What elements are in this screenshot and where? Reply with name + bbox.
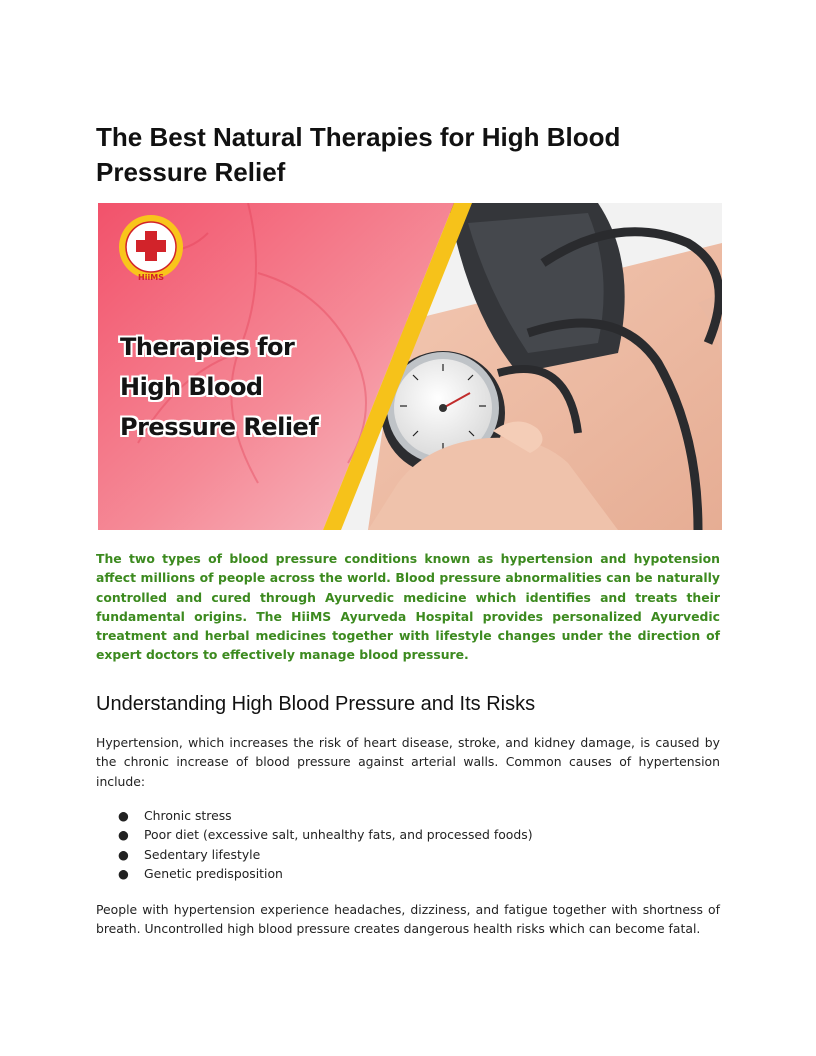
hero-line-3: Pressure Relief [120, 413, 319, 441]
cause-label: Genetic predisposition [144, 865, 283, 881]
cause-label: Poor diet (excessive salt, unhealthy fats, and processed foods) [144, 827, 533, 843]
list-item: ● Sedentary lifestyle [118, 846, 261, 862]
cause-label: Sedentary lifestyle [144, 846, 261, 862]
hero-image [98, 203, 722, 530]
section-paragraph-2: People with hypertension experience headaches, dizziness, and fatigue together with shortness of breath. Uncontrolled high blood pressure creates dangerous health risks which can become fatal. [96, 902, 720, 937]
hero-line-1: Therapies for [120, 333, 295, 361]
list-item: ● Poor diet (excessive salt, unhealthy fats, and processed foods) [118, 827, 533, 843]
section-heading: Understanding High Blood Pressure and Its Risks [96, 693, 536, 715]
hero-line-2: High Blood [120, 373, 263, 401]
cause-label: Chronic stress [144, 808, 232, 823]
list-item: ● Genetic predisposition [118, 865, 283, 881]
hero-overlay-text [120, 327, 318, 447]
intro-paragraph: The two types of blood pressure conditions known as hypertension and hypotension affect millions of people across the world. Blood pressure abnormalities can be naturally controlled and cured through Ayurvedic medicine which identifies and treats their fundamental origins. The HiiMS Ayurveda Hospital provides personalized Ayurvedic treatment and herbal medicines together with lifestyle changes under the direction of expert doctors to effectively manage blood pressure. [96, 551, 720, 663]
causes-list [96, 806, 696, 883]
hero-logo: HiiMS [138, 273, 164, 282]
section-paragraph-1: Hypertension, which increases the risk of heart disease, stroke, and kidney damage, is caused by the chronic increase of blood pressure against arterial walls. Common causes of hypertension include: [96, 735, 720, 789]
list-item: ● Chronic stress [118, 808, 232, 823]
page-title: The Best Natural Therapies for High Blood Pressure Relief [96, 122, 621, 187]
